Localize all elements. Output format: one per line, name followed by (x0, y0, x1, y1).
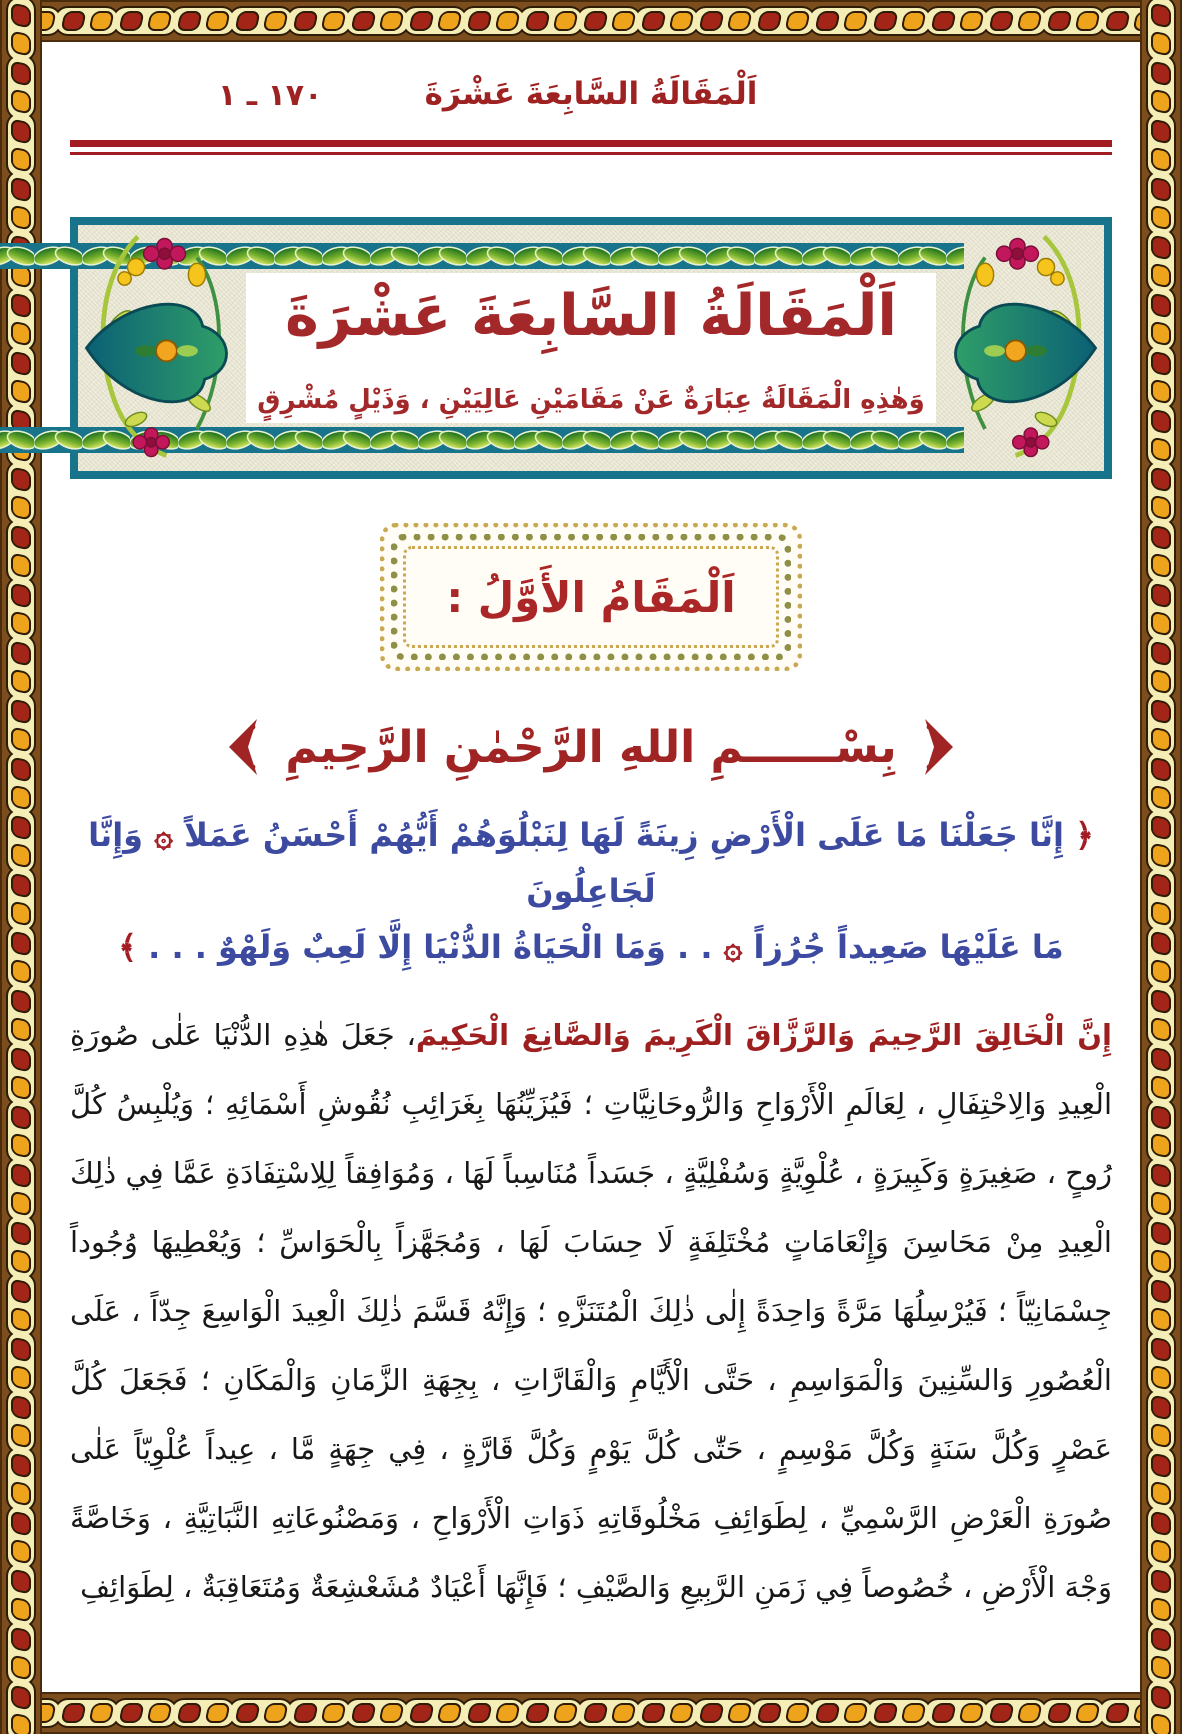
page-border-top-icon (0, 0, 1182, 42)
basmala-ornament-left-icon (229, 717, 259, 777)
verse-divider-icon: ۞ (154, 816, 173, 854)
header-rules (70, 140, 1112, 155)
banner-panel (246, 273, 936, 423)
station-title: اَلْمَقَامُ الأَوَّلُ : (446, 572, 736, 622)
verse-line-2 (70, 919, 1112, 975)
title-banner (70, 217, 1112, 479)
verse-divider-icon: ۞ (723, 928, 743, 966)
verse-line-1 (70, 807, 1112, 919)
quran-verse (70, 807, 1112, 975)
station-frame (380, 523, 802, 671)
page-border-bottom-icon (0, 1692, 1182, 1734)
floral-ornament-left-icon (80, 229, 252, 467)
body-text: ، جَعَلَ هٰذِهِ الدُّنْيَا عَلٰى صُورَةِ الْعِيدِ وَالِاحْتِفَالِ ، لِعَالَمِ الْأَرْوَاحِ وَالرُّوحَانِيَّاتِ ؛ فَيُزَيِّنُهَا بِغَرَائِبِ نُقُوشِ أَسْمَائِهِ ؛ وَيُلْبِسُ كُلَّ رُوحٍ ، صَغِيرَةٍ وَكَبِيرَةٍ ، عُلْوِيَّةٍ وَسُفْلِيَّةٍ ، جَسَداً مُنَاسِباً لَهَا ، وَمُوَافِقاً لِلِاسْتِفَادَةِ عَمَّا فِي ذٰلِكَ الْعِيدِ مِنْ مَحَاسِنَ وَإِنْعَامَاتٍ مُخْتَلِفَةٍ لَا حِسَابَ لَهَا ، وَمُجَهَّزاً بِالْحَوَاسِّ ؛ وَيُعْطِيهَا وُجُوداً جِسْمَانِيّاً ؛ فَيُرْسِلُهَا مَرَّةً وَاحِدَةً إِلٰى ذٰلِكَ الْمُتَنَزَّهِ ؛ وَإِنَّهُ قَسَّمَ ذٰلِكَ الْعِيدَ الْوَاسِعَ جِدّاً ، عَلَى الْعُصُورِ وَالسِّنِينَ وَالْمَوَاسِمِ ، حَتَّى الْأَيَّامِ وَالْقَارَّاتِ ، بِجِهَةِ الزَّمَانِ وَالْمَكَانِ ؛ فَجَعَلَ كُلَّ عَصْرٍ وَكُلَّ سَنَةٍ وَكُلَّ مَوْسِمٍ ، حَتّٰى كُلَّ يَوْمٍ وَكُلَّ قَارَّةٍ ، فِي جِهَةٍ مَّا ، عِيداً عُلْوِيّاً عَلٰى صُورَةِ الْعَرْضِ الرَّسْمِيِّ ، لِطَوَائِفِ مَخْلُوقَاتِهِ ذَوَاتِ الْأَرْوَاحِ ، وَمَصْنُوعَاتِهِ النَّبَاتِيَّةِ ، وَخَاصَّةً وَجْهَ الْأَرْضِ ، خُصُوصاً فِي زَمَنِ الرَّبِيعِ وَالصَّيْفِ ؛ فَإِنَّهَا أَعْيَادٌ مُشَعْشِعَةٌ وَمُتَعَاقِبَةٌ ، لِطَوَائِفِ (70, 1018, 1112, 1604)
running-title: اَلْمَقَالَةُ السَّابِعَةَ عَشْرَةَ (424, 76, 758, 112)
rule-thin (70, 152, 1112, 155)
banner-subtitle: وَهٰذِهِ الْمَقَالَةُ عِبَارَةٌ عَنْ مَقَامَيْنِ عَالِيَيْنِ ، وَذَيْلٍ مُشْرِقٍ (257, 385, 925, 415)
verse-text: . . وَمَا الْحَيَاةُ الدُّنْيَا إِلَّا لَعِبٌ وَلَهْوٌ . . . (148, 928, 713, 966)
body-lead-phrase: إِنَّ الْخَالِقَ الرَّحِيمَ وَالرَّزَّاقَ الْكَرِيمَ وَالصَّانِعَ الْحَكِيمَ (415, 1018, 1112, 1052)
floral-ornament-right-icon (930, 229, 1102, 467)
station-frame-mid (391, 534, 791, 660)
body-paragraph (70, 1001, 1112, 1622)
page-border-right-icon (1140, 0, 1182, 1734)
page-number: ١٧٠ ـ ١ (218, 78, 323, 113)
verse-text: مَا عَلَيْهَا صَعِيداً جُرُزاً (753, 928, 1064, 966)
rule-thick (70, 140, 1112, 147)
basmala-text: بِسْــــــمِ اللهِ الرَّحْمٰنِ الرَّحِيمِ (285, 721, 897, 773)
basmala-ornament-right-icon (923, 717, 953, 777)
ornate-close-bracket-icon: ﴾ (118, 928, 137, 966)
page-content (42, 42, 1140, 1692)
verse-text: إِنَّا جَعَلْنَا مَا عَلَى الْأَرْضِ زِينَةً لَهَا لِنَبْلُوَهُمْ أَيُّهُمْ أَحْسَنُ عَمَلاً (184, 816, 1064, 854)
station-frame-inner (403, 546, 779, 648)
ornate-open-bracket-icon: ﴿ (1075, 816, 1094, 854)
basmala (70, 717, 1112, 777)
verse-text: وَإِنَّا لَجَاعِلُونَ (88, 816, 656, 910)
banner-title: اَلْمَقَالَةُ السَّابِعَةَ عَشْرَةَ (285, 283, 897, 349)
page-header (70, 76, 1112, 128)
